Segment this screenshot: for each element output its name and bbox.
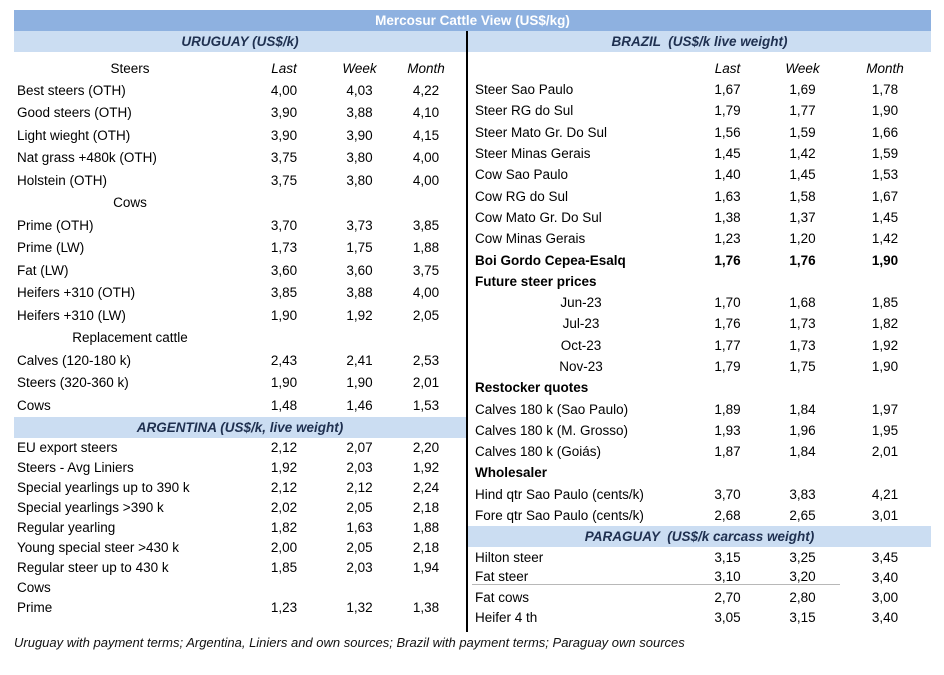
value-month: 4,00: [412, 150, 440, 166]
row-label: Heifers +310 (OTH): [17, 285, 136, 301]
table-row: [468, 164, 931, 185]
value-month: 1,45: [871, 209, 899, 225]
row-label: Fat (LW): [17, 262, 69, 278]
value-month: 1,53: [412, 397, 440, 413]
value-last: 3,90: [270, 105, 298, 121]
value-last: 2,02: [270, 500, 298, 515]
value-month: 4,21: [871, 486, 899, 502]
table-row: [468, 462, 931, 483]
value-last: 2,00: [270, 540, 298, 555]
value-last: 1,93: [714, 422, 741, 438]
group-label-steers: Steers: [110, 61, 150, 76]
value-last: 1,92: [270, 460, 298, 475]
value-last: 1,23: [270, 600, 298, 615]
value-last: 1,89: [714, 401, 741, 417]
value-last: 1,23: [714, 231, 741, 247]
row-label: Nat grass +480k (OTH): [17, 150, 157, 166]
value-month: 1,78: [871, 82, 899, 98]
value-month: 1,59: [871, 146, 899, 162]
table-row: [468, 420, 931, 441]
table-row: [14, 458, 466, 478]
value-month: 4,15: [412, 127, 440, 143]
row-label: Calves 180 k (Goiás): [475, 444, 602, 460]
value-month: 1,66: [871, 124, 899, 140]
table-row: [468, 207, 931, 228]
col-header-month: Month: [866, 61, 904, 76]
table-row: [468, 271, 931, 292]
row-label: Steers (320-360 k): [17, 375, 129, 391]
argentina-rows: [14, 438, 466, 632]
value-month: 2,18: [412, 500, 440, 515]
row-label: Cows: [17, 580, 51, 595]
value-week: 3,25: [789, 549, 816, 565]
value-month: 1,90: [871, 103, 899, 119]
column-headers-brazil: [468, 52, 931, 79]
value-month: 2,01: [871, 444, 899, 460]
value-last: 3,15: [714, 549, 741, 565]
table-row: [14, 372, 466, 395]
row-label: Calves 180 k (Sao Paulo): [475, 401, 629, 417]
value-month: 1,90: [871, 252, 899, 268]
table-row: [14, 214, 466, 237]
table-row: [14, 618, 466, 632]
value-month: 3,45: [871, 549, 899, 565]
value-last: 1,76: [714, 252, 741, 268]
uruguay-rows: [14, 79, 466, 417]
value-week: 1,59: [789, 124, 816, 140]
value-month: 3,75: [412, 262, 440, 278]
value-last: 1,87: [714, 444, 741, 460]
value-month: 4,10: [412, 105, 440, 121]
section-title-brazil: BRAZIL (US$/k live weight): [611, 34, 788, 49]
row-label: Fat steer: [472, 569, 690, 585]
value-week: 2,12: [346, 480, 373, 495]
value-last: 2,12: [270, 440, 298, 455]
value-week: 2,41: [346, 352, 373, 368]
section-header-brazil: [468, 31, 931, 52]
table-row: [14, 79, 466, 102]
row-label: Cow Minas Gerais: [475, 231, 586, 247]
table-row: [14, 438, 466, 458]
column-headers-uruguay: [14, 52, 466, 79]
value-week: 3,20: [765, 569, 840, 585]
table-row: [14, 598, 466, 618]
value-last: 1,77: [714, 337, 741, 353]
value-last: 4,00: [270, 82, 298, 98]
table-row: [14, 327, 466, 350]
value-week: 2,05: [346, 540, 373, 555]
value-last: 3,05: [714, 609, 741, 625]
col-header-last: Last: [714, 61, 741, 76]
value-last: 1,48: [270, 397, 298, 413]
table-row: [14, 259, 466, 282]
table-row: [14, 192, 466, 215]
value-month: 1,38: [412, 600, 440, 615]
value-month: 1,97: [871, 401, 899, 417]
value-week: 1,58: [789, 188, 816, 204]
table-row: [468, 587, 931, 607]
table-row: [14, 169, 466, 192]
value-last: 1,67: [714, 82, 741, 98]
value-week: 1,45: [789, 167, 816, 183]
value-month: 2,01: [412, 375, 440, 391]
value-last: 2,68: [714, 508, 741, 524]
row-label: Cow Sao Paulo: [475, 167, 569, 183]
value-month: 2,24: [412, 480, 440, 495]
table-row: [14, 147, 466, 170]
table-row: [468, 100, 931, 121]
value-month: 1,94: [412, 560, 440, 575]
table-row: [14, 349, 466, 372]
value-last: 2,70: [714, 589, 741, 605]
value-last: 1,79: [714, 103, 741, 119]
row-label: Steer Mato Gr. Do Sul: [475, 124, 608, 140]
row-label: Restocker quotes: [475, 380, 589, 396]
section-header-argentina: [14, 417, 466, 438]
col-header-month: Month: [407, 61, 445, 76]
table-row: [468, 228, 931, 249]
value-week: 2,80: [789, 589, 816, 605]
value-month: 3,40: [871, 569, 899, 585]
value-last: 3,10: [690, 569, 765, 585]
value-month: 1,42: [871, 231, 899, 247]
value-month: 1,85: [871, 295, 899, 311]
table-row: [468, 484, 931, 505]
row-label: Regular yearling: [17, 520, 116, 535]
value-month: 1,95: [871, 422, 899, 438]
value-week: 3,60: [346, 262, 373, 278]
row-label: Steers - Avg Liniers: [17, 460, 134, 475]
value-month: 1,92: [412, 460, 440, 475]
value-week: 1,63: [346, 520, 373, 535]
table-row: [14, 237, 466, 260]
row-label: Hind qtr Sao Paulo (cents/k): [475, 486, 644, 502]
value-last: 1,63: [714, 188, 741, 204]
table-row: [468, 292, 931, 313]
value-last: 1,76: [714, 316, 741, 332]
table-row: [14, 518, 466, 538]
value-week: 3,15: [789, 609, 816, 625]
value-month: 2,53: [412, 352, 440, 368]
row-label: Oct-23: [560, 337, 602, 353]
table-row: [14, 304, 466, 327]
value-week: 4,03: [346, 82, 373, 98]
value-month: 1,82: [871, 316, 899, 332]
value-month: 3,40: [871, 609, 899, 625]
value-week: 1,42: [789, 146, 816, 162]
section-title-paraguay: PARAGUAY (US$/k carcass weight): [584, 529, 815, 545]
value-month: 2,05: [412, 307, 440, 323]
table-row: [468, 185, 931, 206]
value-last: 1,90: [270, 375, 298, 391]
value-week: 1,20: [789, 231, 816, 247]
value-last: 1,70: [714, 295, 741, 311]
row-label: Steer Sao Paulo: [475, 82, 574, 98]
value-week: 1,77: [789, 103, 816, 119]
value-week: 1,73: [789, 316, 816, 332]
value-month: 3,00: [871, 589, 899, 605]
left-pane: [14, 31, 466, 632]
value-month: 4,22: [412, 82, 440, 98]
table-row: [468, 122, 931, 143]
row-label: Regular steer up to 430 k: [17, 560, 169, 575]
value-last: 1,38: [714, 209, 741, 225]
table-body: [14, 31, 931, 632]
table-row: [14, 558, 466, 578]
table-row: [468, 335, 931, 356]
right-pane: [468, 31, 931, 627]
value-week: 2,03: [346, 460, 373, 475]
value-week: 3,73: [346, 217, 373, 233]
value-week: 3,80: [346, 172, 373, 188]
table-row: [468, 398, 931, 419]
row-label: Steer RG do Sul: [475, 103, 574, 119]
section-title-argentina: ARGENTINA (US$/k, live weight): [136, 419, 344, 435]
row-label: Cows: [17, 397, 51, 413]
value-week: 1,84: [789, 444, 816, 460]
row-label: Prime (OTH): [17, 217, 94, 233]
value-month: 1,88: [412, 240, 440, 256]
value-week: 2,03: [346, 560, 373, 575]
table-row: [468, 547, 931, 567]
row-label: Hilton steer: [475, 549, 544, 565]
value-week: 1,68: [789, 295, 816, 311]
value-week: 3,88: [346, 105, 373, 121]
value-week: 1,92: [346, 307, 373, 323]
table-title-bar: [14, 10, 931, 31]
table-row: [14, 478, 466, 498]
row-label: Cow Mato Gr. Do Sul: [475, 209, 602, 225]
row-label: Replacement cattle: [72, 330, 188, 346]
row-label: Special yearlings up to 390 k: [17, 480, 190, 495]
value-last: 1,90: [270, 307, 298, 323]
value-week: 3,90: [346, 127, 373, 143]
row-label: Calves 180 k (M. Grosso): [475, 422, 629, 438]
value-week: 3,80: [346, 150, 373, 166]
value-last: 3,70: [270, 217, 298, 233]
mercosur-cattle-table: [14, 10, 931, 650]
value-week: 3,88: [346, 285, 373, 301]
table-row: [468, 356, 931, 377]
value-week: 1,90: [346, 375, 373, 391]
value-month: 2,20: [412, 440, 440, 455]
row-label: Special yearlings >390 k: [17, 500, 164, 515]
value-last: 3,70: [714, 486, 741, 502]
row-label: Best steers (OTH): [17, 82, 126, 98]
row-label: Prime (LW): [17, 240, 85, 256]
table-row: [468, 377, 931, 398]
table-row: [14, 498, 466, 518]
row-label: EU export steers: [17, 440, 118, 455]
value-week: 3,83: [789, 486, 816, 502]
value-last: 1,82: [270, 520, 298, 535]
row-label: Calves (120-180 k): [17, 352, 132, 368]
value-month: 1,88: [412, 520, 440, 535]
table-row: [468, 567, 931, 587]
table-row: [468, 505, 931, 526]
col-header-last: Last: [271, 61, 297, 76]
value-last: 1,56: [714, 124, 741, 140]
value-last: 1,73: [270, 240, 298, 256]
value-week: 1,46: [346, 397, 373, 413]
row-label: Fore qtr Sao Paulo (cents/k): [475, 508, 644, 524]
table-row: [468, 313, 931, 334]
value-last: 3,60: [270, 262, 298, 278]
value-week: 1,37: [789, 209, 816, 225]
section-title-uruguay: URUGUAY (US$/k): [181, 34, 299, 49]
brazil-rows: [468, 79, 931, 526]
table-row: [468, 249, 931, 270]
value-last: 3,90: [270, 127, 298, 143]
value-month: 1,67: [871, 188, 899, 204]
paraguay-rows: [468, 547, 931, 627]
value-week: 1,96: [789, 422, 816, 438]
value-last: 3,85: [270, 285, 298, 301]
table-title: Mercosur Cattle View (US$/kg): [375, 13, 570, 28]
value-last: 1,45: [714, 146, 741, 162]
row-label: Good steers (OTH): [17, 105, 132, 121]
row-label: Jul-23: [562, 316, 600, 332]
section-header-paraguay: [468, 526, 931, 547]
row-label: Prime: [17, 600, 53, 615]
row-label: Heifer 4 th: [475, 609, 538, 625]
value-last: 2,12: [270, 480, 298, 495]
value-week: 1,32: [346, 600, 373, 615]
table-row: [14, 538, 466, 558]
row-label: Future steer prices: [475, 273, 597, 289]
value-week: 2,07: [346, 440, 373, 455]
value-week: 1,75: [789, 359, 816, 374]
table-row: [468, 143, 931, 164]
source-note: Uruguay with payment terms; Argentina, Liniers and own sources; Brazil with payment terms; Paraguay own sources: [14, 634, 685, 650]
section-header-uruguay: [14, 31, 466, 52]
row-label: Light wieght (OTH): [17, 127, 131, 143]
col-header-week: Week: [785, 61, 820, 76]
row-label: Jun-23: [560, 295, 602, 311]
table-row: [468, 607, 931, 627]
value-last: 2,43: [270, 352, 298, 368]
value-week: 1,75: [346, 240, 373, 256]
row-label: Fat cows: [475, 589, 530, 605]
row-label: Heifers +310 (LW): [17, 307, 126, 323]
value-week: 2,65: [789, 508, 816, 524]
row-label: Wholesaler: [475, 465, 548, 481]
value-week: 1,76: [789, 252, 816, 268]
row-label: Steer Minas Gerais: [475, 146, 591, 162]
value-week: 1,84: [789, 401, 816, 417]
table-row: [14, 394, 466, 417]
value-month: 4,00: [412, 285, 440, 301]
value-month: 3,85: [412, 217, 440, 233]
value-month: 2,18: [412, 540, 440, 555]
value-month: 1,90: [871, 359, 899, 374]
value-last: 1,85: [270, 560, 298, 575]
value-week: 2,05: [346, 500, 373, 515]
value-month: 1,92: [871, 337, 899, 353]
table-row: [14, 124, 466, 147]
value-week: 1,73: [789, 337, 816, 353]
col-header-week: Week: [342, 61, 377, 76]
value-month: 4,00: [412, 172, 440, 188]
table-row: [14, 578, 466, 598]
value-last: 1,79: [714, 359, 741, 374]
row-label: Cows: [113, 195, 147, 211]
table-row: [468, 79, 931, 100]
value-last: 3,75: [270, 172, 298, 188]
row-label: Young special steer >430 k: [17, 540, 179, 555]
value-month: 3,01: [871, 508, 899, 524]
value-month: 1,53: [871, 167, 899, 183]
table-row: [14, 102, 466, 125]
table-row: [468, 441, 931, 462]
table-row: [14, 282, 466, 305]
row-label: Cow RG do Sul: [475, 188, 569, 204]
value-last: 1,40: [714, 167, 741, 183]
value-week: 1,69: [789, 82, 816, 98]
row-label: Holstein (OTH): [17, 172, 108, 188]
row-label: Nov-23: [559, 359, 603, 374]
row-label: Boi Gordo Cepea-Esalq: [475, 252, 626, 268]
value-last: 3,75: [270, 150, 298, 166]
